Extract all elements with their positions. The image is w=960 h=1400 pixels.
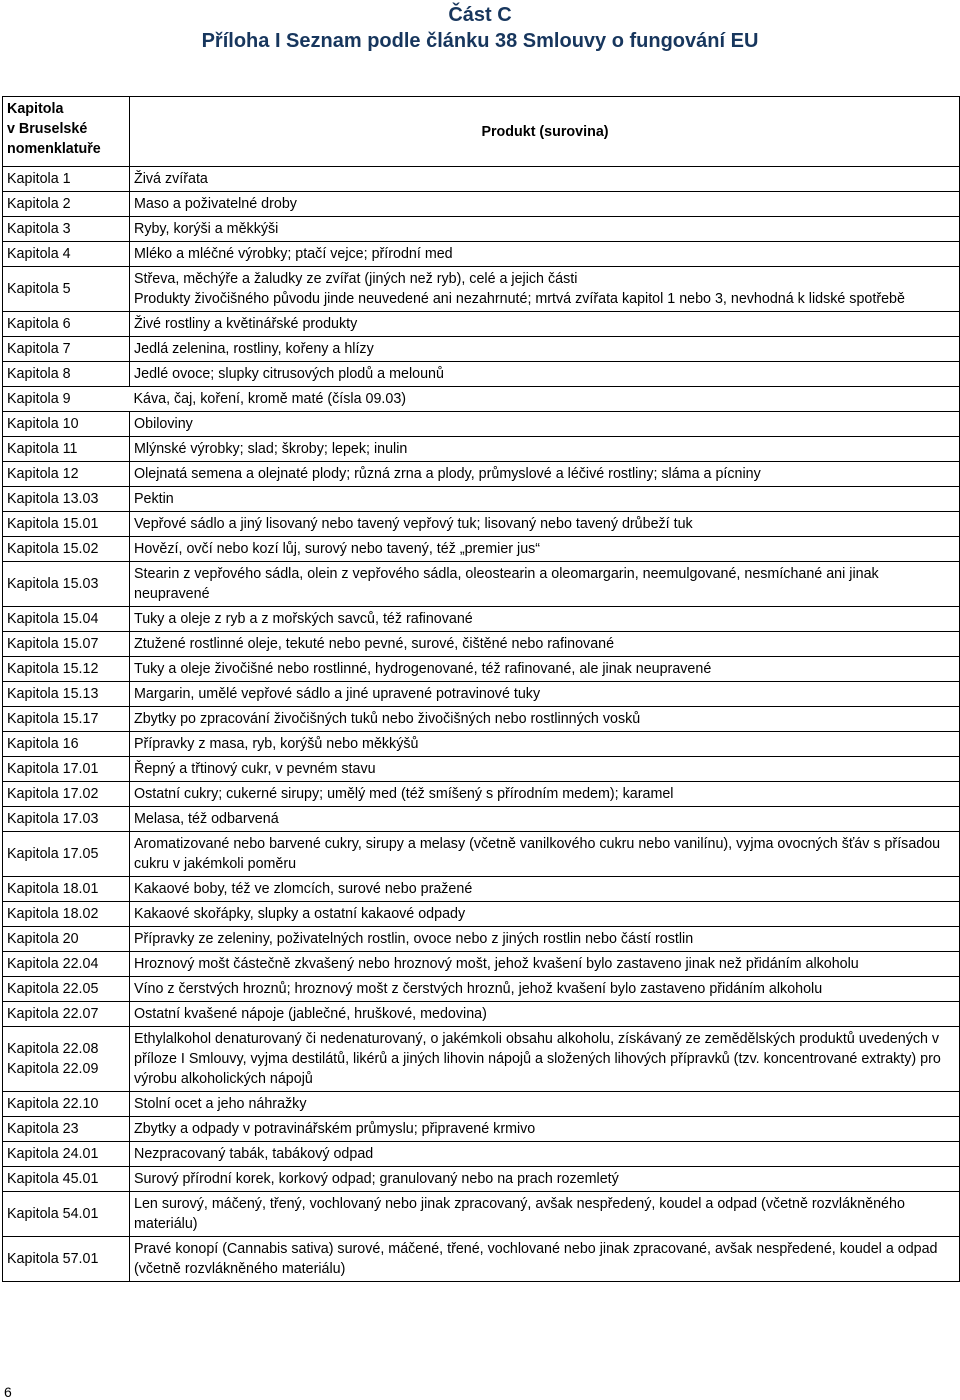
table-row xyxy=(3,977,960,1002)
kapitola-cell: Kapitola 18.02 xyxy=(3,902,130,927)
produkt-cell: Tuky a oleje z ryb a z mořských savců, též rafinované xyxy=(130,607,960,632)
table-row xyxy=(3,192,960,217)
table-row xyxy=(3,657,960,682)
kapitola-cell: Kapitola 9 xyxy=(3,387,130,412)
produkt-cell: Hroznový mošt částečně zkvašený nebo hroznový mošt, jehož kvašení bylo zastaveno jinak než přidáním alkoholu xyxy=(130,952,960,977)
kapitola-cell: Kapitola 15.02 xyxy=(3,537,130,562)
table-row xyxy=(3,387,960,412)
kapitola-cell: Kapitola 12 xyxy=(3,462,130,487)
kapitola-cell: Kapitola 1 xyxy=(3,167,130,192)
kapitola-cell: Kapitola 15.13 xyxy=(3,682,130,707)
produkt-cell: Ztužené rostlinné oleje, tekuté nebo pevné, surové, čištěné nebo rafinované xyxy=(130,632,960,657)
table-row xyxy=(3,902,960,927)
table-row xyxy=(3,412,960,437)
annex-table xyxy=(2,96,960,1282)
kapitola-cell: Kapitola 8 xyxy=(3,362,130,387)
kapitola-cell: Kapitola 15.03 xyxy=(3,562,130,607)
kapitola-cell: Kapitola 15.17 xyxy=(3,707,130,732)
produkt-cell: Jedlé ovoce; slupky citrusových plodů a melounů xyxy=(130,362,960,387)
produkt-cell: Kakaové skořápky, slupky a ostatní kakaové odpady xyxy=(130,902,960,927)
table-row xyxy=(3,312,960,337)
part-title: Část C xyxy=(448,4,512,26)
table-row xyxy=(3,1092,960,1117)
kapitola-cell: Kapitola 54.01 xyxy=(3,1192,130,1237)
kapitola-cell: Kapitola 20 xyxy=(3,927,130,952)
table-row xyxy=(3,782,960,807)
produkt-cell: Margarin, umělé vepřové sádlo a jiné upravené potravinové tuky xyxy=(130,682,960,707)
table-row xyxy=(3,877,960,902)
produkt-cell: Stolní ocet a jeho náhražky xyxy=(130,1092,960,1117)
produkt-cell: Len surový, máčený, třený, vochlovaný nebo jinak zpracovaný, avšak nespředený, koudel a odpad (včetně rozvlákněného materiálu) xyxy=(130,1192,960,1237)
kapitola-cell: Kapitola 5 xyxy=(3,267,130,312)
produkt-cell: Ethylalkohol denaturovaný či nedenaturovaný, o jakémkoli obsahu alkoholu, získávaný ze zemědělských produktů uvedených v příloze I Smlouvy, vyjma destilátů, likérů a jiných lihovin nápojů a složených lihových přípravků (tzv. koncentrované extrakty) pro výrobu alkoholických nápojů xyxy=(130,1027,960,1092)
table-row xyxy=(3,682,960,707)
annex-title: Příloha I Seznam podle článku 38 Smlouvy o fungování EU xyxy=(201,30,759,52)
produkt-cell: Pravé konopí (Cannabis sativa) surové, máčené, třené, vochlované nebo jinak zpracované, avšak nespředené, koudel a odpad (včetně rozvlákněného materiálu) xyxy=(130,1237,960,1282)
produkt-cell: Hovězí, ovčí nebo kozí lůj, surový nebo tavený, též „premier jus“ xyxy=(130,537,960,562)
table-row xyxy=(3,267,960,312)
kapitola-cell: Kapitola 17.01 xyxy=(3,757,130,782)
produkt-cell: Ostatní cukry; cukerné sirupy; umělý med (též smíšený s přírodním medem); karamel xyxy=(130,782,960,807)
kapitola-cell: Kapitola 16 xyxy=(3,732,130,757)
kapitola-cell: Kapitola 4 xyxy=(3,242,130,267)
table-row xyxy=(3,362,960,387)
table-row xyxy=(3,1167,960,1192)
produkt-cell: Surový přírodní korek, korkový odpad; granulovaný nebo na prach rozemletý xyxy=(130,1167,960,1192)
table-row xyxy=(3,807,960,832)
kapitola-cell: Kapitola 13.03 xyxy=(3,487,130,512)
table-row xyxy=(3,607,960,632)
table-row xyxy=(3,832,960,877)
produkt-cell: Stearin z vepřového sádla, olein z vepřového sádla, oleostearin a oleomargarin, neemulgované, nesmíchané ani jinak neupravené xyxy=(130,562,960,607)
produkt-cell: Melasa, též odbarvená xyxy=(130,807,960,832)
kapitola-cell: Kapitola 17.02 xyxy=(3,782,130,807)
kapitola-cell: Kapitola 15.04 xyxy=(3,607,130,632)
kapitola-cell: Kapitola 18.01 xyxy=(3,877,130,902)
produkt-cell: Přípravky z masa, ryb, korýšů nebo měkkýšů xyxy=(130,732,960,757)
kapitola-cell: Kapitola 15.01 xyxy=(3,512,130,537)
produkt-cell: Přípravky ze zeleniny, poživatelných rostlin, ovoce nebo z jiných rostlin nebo částí rostlin xyxy=(130,927,960,952)
header-produkt: Produkt (surovina) xyxy=(130,97,960,167)
table-row xyxy=(3,462,960,487)
produkt-cell: Tuky a oleje živočišné nebo rostlinné, hydrogenované, též rafinované, ale jinak neupravené xyxy=(130,657,960,682)
table-row xyxy=(3,1002,960,1027)
table-row xyxy=(3,1117,960,1142)
table-row xyxy=(3,217,960,242)
produkt-cell: Olejnatá semena a olejnaté plody; různá zrna a plody, průmyslové a léčivé rostliny; sláma a pícniny xyxy=(130,462,960,487)
kapitola-cell: Kapitola 22.10 xyxy=(3,1092,130,1117)
table-row xyxy=(3,1142,960,1167)
kapitola-cell: Kapitola 57.01 xyxy=(3,1237,130,1282)
kapitola-cell: Kapitola 10 xyxy=(3,412,130,437)
produkt-cell: Maso a poživatelné droby xyxy=(130,192,960,217)
kapitola-cell: Kapitola 2 xyxy=(3,192,130,217)
kapitola-cell: Kapitola 22.07 xyxy=(3,1002,130,1027)
produkt-cell: Zbytky po zpracování živočišných tuků nebo živočišných nebo rostlinných vosků xyxy=(130,707,960,732)
produkt-cell: Káva, čaj, koření, kromě maté (čísla 09.03) xyxy=(130,387,960,412)
kapitola-cell: Kapitola 17.03 xyxy=(3,807,130,832)
table-row xyxy=(3,242,960,267)
kapitola-cell: Kapitola 23 xyxy=(3,1117,130,1142)
table-row xyxy=(3,512,960,537)
produkt-cell: Aromatizované nebo barvené cukry, sirupy a melasy (včetně vanilkového cukru nebo vanilínu), vyjma ovocných šťáv s přísadou cukru v jakémkoli poměru xyxy=(130,832,960,877)
table-row xyxy=(3,952,960,977)
table-row xyxy=(3,1237,960,1282)
produkt-cell: Živá zvířata xyxy=(130,167,960,192)
produkt-cell: Jedlá zelenina, rostliny, kořeny a hlízy xyxy=(130,337,960,362)
produkt-cell: Řepný a třtinový cukr, v pevném stavu xyxy=(130,757,960,782)
kapitola-cell: Kapitola 24.01 xyxy=(3,1142,130,1167)
table-row xyxy=(3,437,960,462)
produkt-cell: Mlýnské výrobky; slad; škroby; lepek; inulin xyxy=(130,437,960,462)
produkt-cell: Střeva, měchýře a žaludky ze zvířat (jiných než ryb), celé a jejich části Produkty živočišného původu jinde neuvedené ani nezahrnuté; mrtvá zvířata kapitol 1 nebo 3, nevhodná k lidské spotřebě xyxy=(130,267,960,312)
table-row xyxy=(3,537,960,562)
produkt-cell: Zbytky a odpady v potravinářském průmyslu; připravené krmivo xyxy=(130,1117,960,1142)
table-row xyxy=(3,167,960,192)
table-row xyxy=(3,337,960,362)
kapitola-cell: Kapitola 6 xyxy=(3,312,130,337)
table-row xyxy=(3,927,960,952)
kapitola-cell: Kapitola 15.12 xyxy=(3,657,130,682)
table-row xyxy=(3,487,960,512)
page-number: 6 xyxy=(4,1384,12,1400)
produkt-cell: Ryby, korýši a měkkýši xyxy=(130,217,960,242)
produkt-cell: Živé rostliny a květinářské produkty xyxy=(130,312,960,337)
table-header-row xyxy=(3,97,960,167)
kapitola-cell: Kapitola 22.08 Kapitola 22.09 xyxy=(3,1027,130,1092)
kapitola-cell: Kapitola 7 xyxy=(3,337,130,362)
table-row xyxy=(3,707,960,732)
kapitola-cell: Kapitola 15.07 xyxy=(3,632,130,657)
kapitola-cell: Kapitola 17.05 xyxy=(3,832,130,877)
produkt-cell: Ostatní kvašené nápoje (jablečné, hruškové, medovina) xyxy=(130,1002,960,1027)
produkt-cell: Obiloviny xyxy=(130,412,960,437)
kapitola-cell: Kapitola 3 xyxy=(3,217,130,242)
kapitola-cell: Kapitola 45.01 xyxy=(3,1167,130,1192)
produkt-cell: Kakaové boby, též ve zlomcích, surové nebo pražené xyxy=(130,877,960,902)
produkt-cell: Nezpracovaný tabák, tabákový odpad xyxy=(130,1142,960,1167)
kapitola-cell: Kapitola 22.05 xyxy=(3,977,130,1002)
table-row xyxy=(3,1192,960,1237)
table-row xyxy=(3,562,960,607)
produkt-cell: Pektin xyxy=(130,487,960,512)
header-kapitola: Kapitola v Bruselské nomenklatuře xyxy=(3,97,130,167)
produkt-cell: Víno z čerstvých hroznů; hroznový mošt z čerstvých hroznů, jehož kvašení bylo zastaveno přidáním alkoholu xyxy=(130,977,960,1002)
kapitola-cell: Kapitola 22.04 xyxy=(3,952,130,977)
table-row xyxy=(3,632,960,657)
produkt-cell: Vepřové sádlo a jiný lisovaný nebo tavený vepřový tuk; lisovaný nebo tavený drůbeží tuk xyxy=(130,512,960,537)
table-row xyxy=(3,757,960,782)
produkt-cell: Mléko a mléčné výrobky; ptačí vejce; přírodní med xyxy=(130,242,960,267)
kapitola-cell: Kapitola 11 xyxy=(3,437,130,462)
table-body xyxy=(3,167,960,1282)
table-row xyxy=(3,1027,960,1092)
table-row xyxy=(3,732,960,757)
